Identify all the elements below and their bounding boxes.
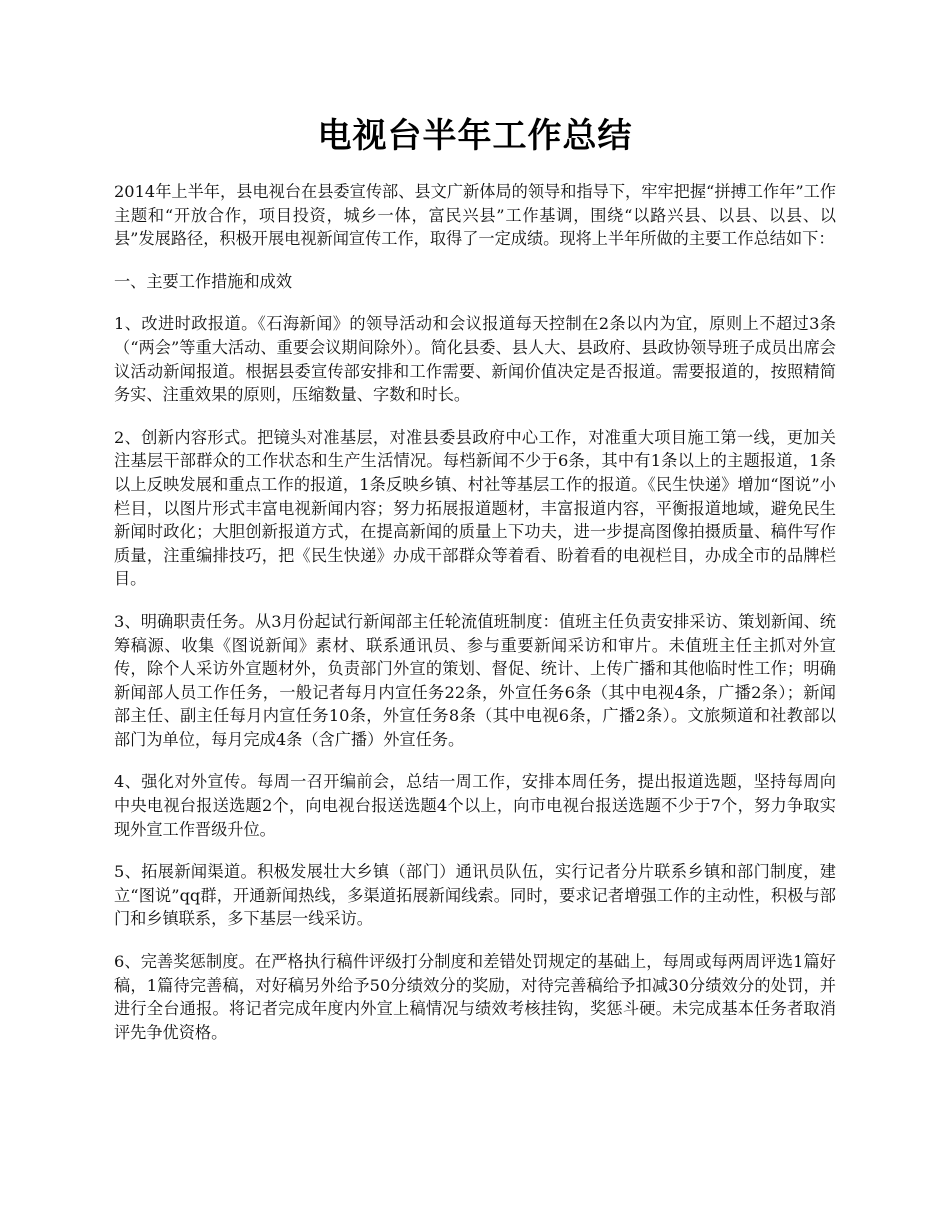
document-body — [114, 180, 836, 1063]
section-heading: 一、主要工作措施和成效 — [114, 271, 293, 291]
document-title: 电视台半年工作总结 — [317, 116, 633, 156]
paragraph-item-5: 5、拓展新闻渠道。积极发展壮大乡镇（部门）通讯员队伍，实行记者分片联系乡镇和部门制度，建立“图说”qq群，开通新闻热线，多渠道拓展新闻线索。同时，要求记者增强工作的主动性，积极与部门和乡镇联系，多下基层一线采访。 — [114, 862, 836, 929]
paragraph-item-3: 3、明确职责任务。从3月份起试行新闻部主任轮流值班制度：值班主任负责安排采访、策划新闻、统筹稿源、收集《图说新闻》素材、联系通讯员、参与重要新闻采访和审片。未值班主任主抓对外宣传，除个人采访外宣题材外，负责部门外宣的策划、督促、统计、上传广播和其他临时性工作；明确新闻部人员工作任务，一般记者每月内宣任务22条，外宣任务6条（其中电视4条，广播2条）；新闻部主任、副主任每月内宣任务10条，外宣任务8条（其中电视6条，广播2条）。文旅频道和社教部以部门为单位，每月完成4条（含广播）外宣任务。 — [114, 611, 836, 749]
paragraph-item-1: 1、改进时政报道。《石海新闻》的领导活动和会议报道每天控制在2条以内为宜，原则上不超过3条（“两会”等重大活动、重要会议期间除外）。简化县委、县人大、县政府、县政协领导班子成员出席会议活动新闻报道。根据县委宣传部安排和工作需要、新闻价值决定是否报道。需要报道的，按照精简务实、注重效果的原则，压缩数量、字数和时长。 — [114, 314, 836, 405]
intro-paragraph: 2014年上半年，县电视台在县委宣传部、县文广新体局的领导和指导下，牢牢把握“拼搏工作年”工作主题和“开放合作，项目投资，城乡一体，富民兴县”工作基调，围绕“以路兴县、以县、以县、以县”发展路径，积极开展电视新闻宣传工作，取得了一定成绩。现将上半年所做的主要工作总结如下： — [114, 182, 836, 249]
paragraph-item-6: 6、完善奖惩制度。在严格执行稿件评级打分制度和差错处罚规定的基础上，每周或每两周评选1篇好稿，1篇待完善稿，对好稿另外给予50分绩效分的奖励，对待完善稿给予扣减30分绩效分的处罚，并进行全台通报。将记者完成年度内外宣上稿情况与绩效考核挂钩，奖惩斗硬。未完成基本任务者取消评先争优资格。 — [114, 952, 836, 1042]
paragraph-item-4: 4、强化对外宣传。每周一召开编前会，总结一周工作，安排本周任务，提出报道选题，坚持每周向中央电视台报送选题2个，向电视台报送选题4个以上，向市电视台报送选题不少于7个，努力争取实现外宣工作晋级升位。 — [114, 772, 836, 839]
paragraph-item-2: 2、创新内容形式。把镜头对准基层，对准县委县政府中心工作，对准重大项目施工第一线，更加关注基层干部群众的工作状态和生产生活情况。每档新闻不少于6条，其中有1条以上的主题报道，1条以上反映发展和重点工作的报道，1条反映乡镇、村社等基层工作的报道。《民生快递》增加“图说”小栏目，以图片形式丰富电视新闻内容；努力拓展报道题材，丰富报道内容，平衡报道地域，避免民生新闻时政化；大胆创新报道方式，在提高新闻的质量上下功夫，进一步提高图像拍摄质量、稿件写作质量，注重编排技巧，把《民生快递》办成干部群众等着看、盼着看的电视栏目，办成全市的品牌栏目。 — [114, 427, 836, 589]
